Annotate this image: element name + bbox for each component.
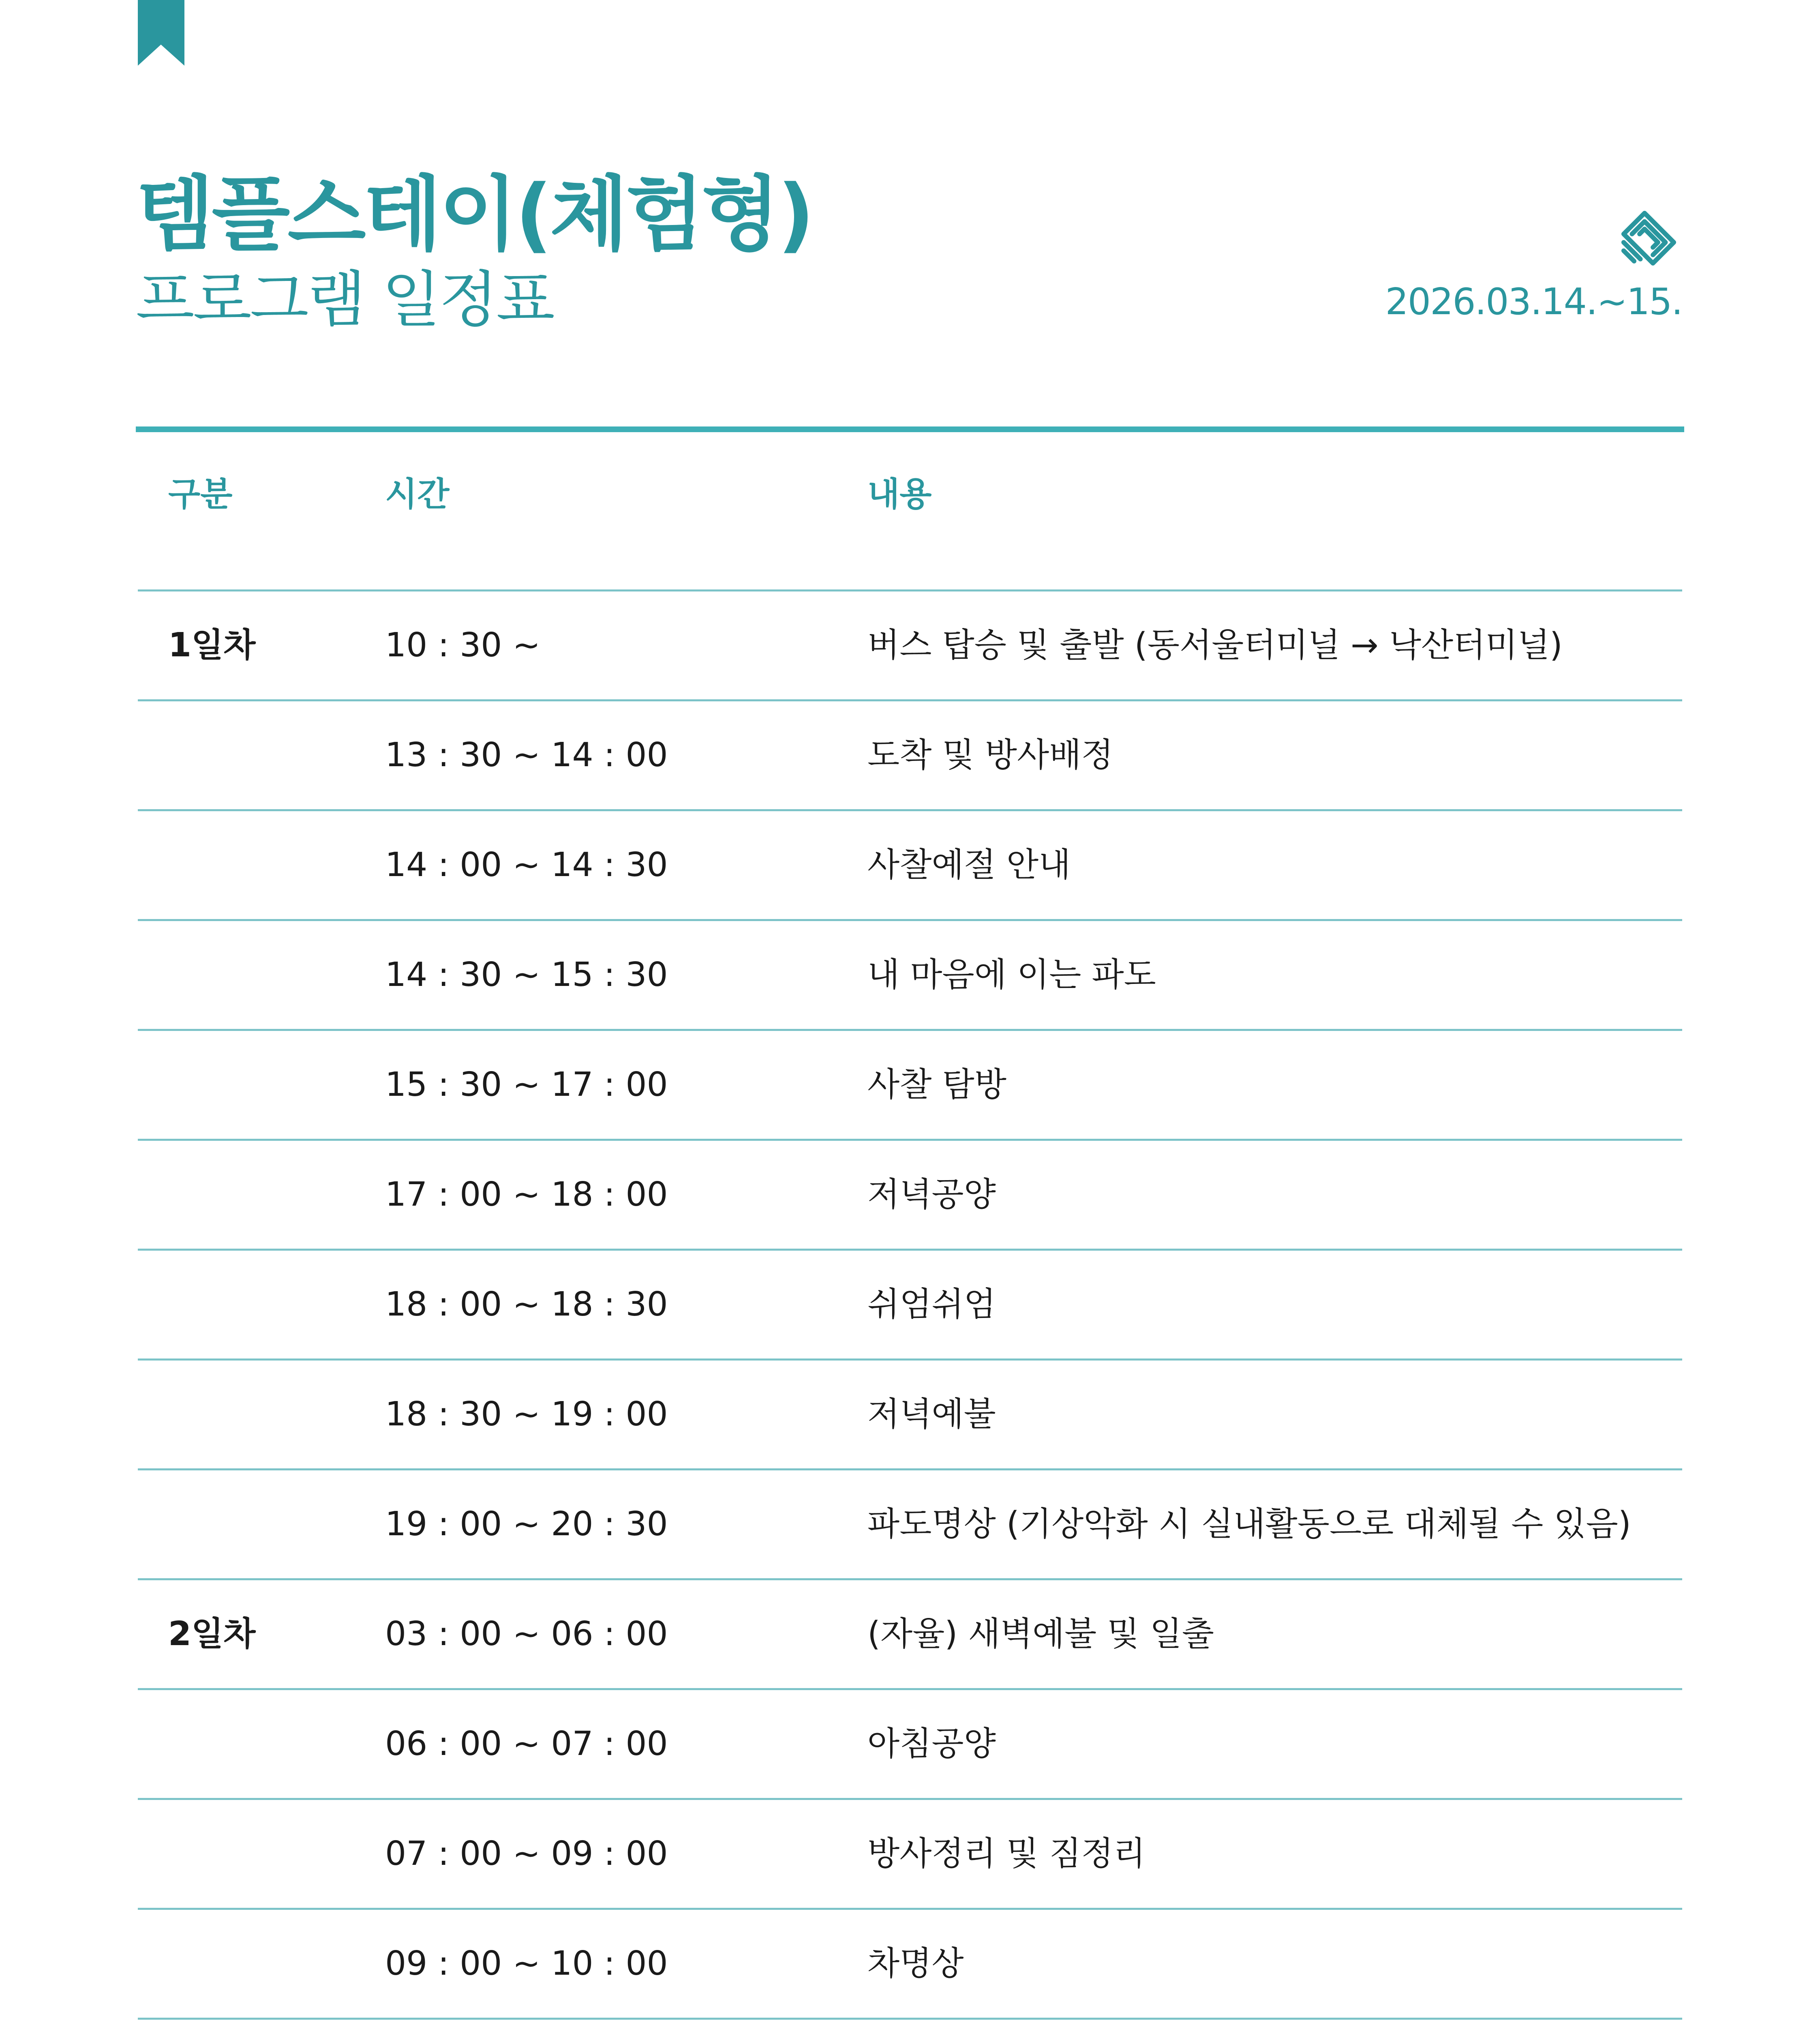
- header-divider: [136, 426, 1684, 432]
- column-header-content: 내용: [867, 475, 932, 514]
- day-cell: 2일차: [168, 1615, 256, 1653]
- time-cell: 17 : 00 ~ 18 : 00: [385, 1175, 668, 1214]
- time-cell: 13 : 30 ~ 14 : 00: [385, 736, 668, 774]
- time-cell: 19 : 00 ~ 20 : 30: [385, 1505, 668, 1543]
- content-cell: 저녁예불: [867, 1395, 996, 1433]
- column-header-time: 시간: [385, 475, 450, 514]
- table-row: [138, 1580, 1682, 1690]
- content-cell: (자율) 새벽예불 및 일출: [867, 1615, 1214, 1653]
- content-cell: 차명상: [867, 1944, 964, 1983]
- table-row: [138, 1141, 1682, 1251]
- time-cell: 09 : 00 ~ 10 : 00: [385, 1944, 668, 1983]
- time-cell: 06 : 00 ~ 07 : 00: [385, 1725, 668, 1763]
- content-cell: 방사정리 및 짐정리: [867, 1834, 1146, 1873]
- time-cell: 10 : 30 ~: [385, 626, 541, 664]
- time-cell: 14 : 30 ~ 15 : 30: [385, 956, 668, 994]
- content-cell: 파도명상 (기상악화 시 실내활동으로 대체될 수 있음): [867, 1505, 1631, 1543]
- content-cell: 사찰 탐방: [867, 1065, 1006, 1104]
- content-cell: 쉬엄쉬엄: [867, 1285, 996, 1324]
- content-cell: 사찰예절 안내: [867, 846, 1071, 884]
- table-row: [138, 1031, 1682, 1141]
- table-row: [138, 1910, 1682, 2020]
- time-cell: 14 : 00 ~ 14 : 30: [385, 846, 668, 884]
- content-cell: 내 마음에 이는 파도: [867, 956, 1156, 994]
- content-cell: [867, 2020, 1477, 2027]
- table-row: [138, 2020, 1682, 2027]
- table-row: [138, 811, 1682, 921]
- time-cell: 03 : 00 ~ 06 : 00: [385, 1615, 668, 1653]
- content-cell: 아침공양: [867, 1725, 996, 1763]
- day-cell: 1일차: [168, 626, 256, 664]
- time-cell: 15 : 30 ~ 17 : 00: [385, 1065, 668, 1104]
- table-row: [138, 1361, 1682, 1470]
- time-cell: [385, 2020, 668, 2027]
- time-cell: 07 : 00 ~ 09 : 00: [385, 1834, 668, 1873]
- table-row: [138, 701, 1682, 811]
- column-header-category: 구분: [168, 475, 233, 514]
- table-header: [138, 472, 1682, 517]
- content-cell: 저녁공양: [867, 1175, 996, 1214]
- time-cell: 18 : 30 ~ 19 : 00: [385, 1395, 668, 1433]
- table-row: [138, 591, 1682, 701]
- time-cell: 18 : 00 ~ 18 : 30: [385, 1285, 668, 1324]
- content-cell: 버스 탑승 및 출발 (동서울터미널 → 낙산터미널): [867, 626, 1563, 664]
- table-row: [138, 1690, 1682, 1800]
- schedule-date: 2026.03.14.~15.: [1385, 281, 1682, 323]
- page-subtitle: 프로그램 일정표: [136, 265, 553, 335]
- table-row: [138, 1470, 1682, 1580]
- page-title: 템플스테이(체험형): [136, 167, 812, 262]
- stacked-stripes-logo-icon: [1615, 205, 1682, 272]
- bookmark-icon: [138, 0, 184, 66]
- table-row: [138, 1800, 1682, 1910]
- table-row: [138, 1251, 1682, 1361]
- table-row: [138, 921, 1682, 1031]
- content-cell: 도착 및 방사배정: [867, 736, 1113, 774]
